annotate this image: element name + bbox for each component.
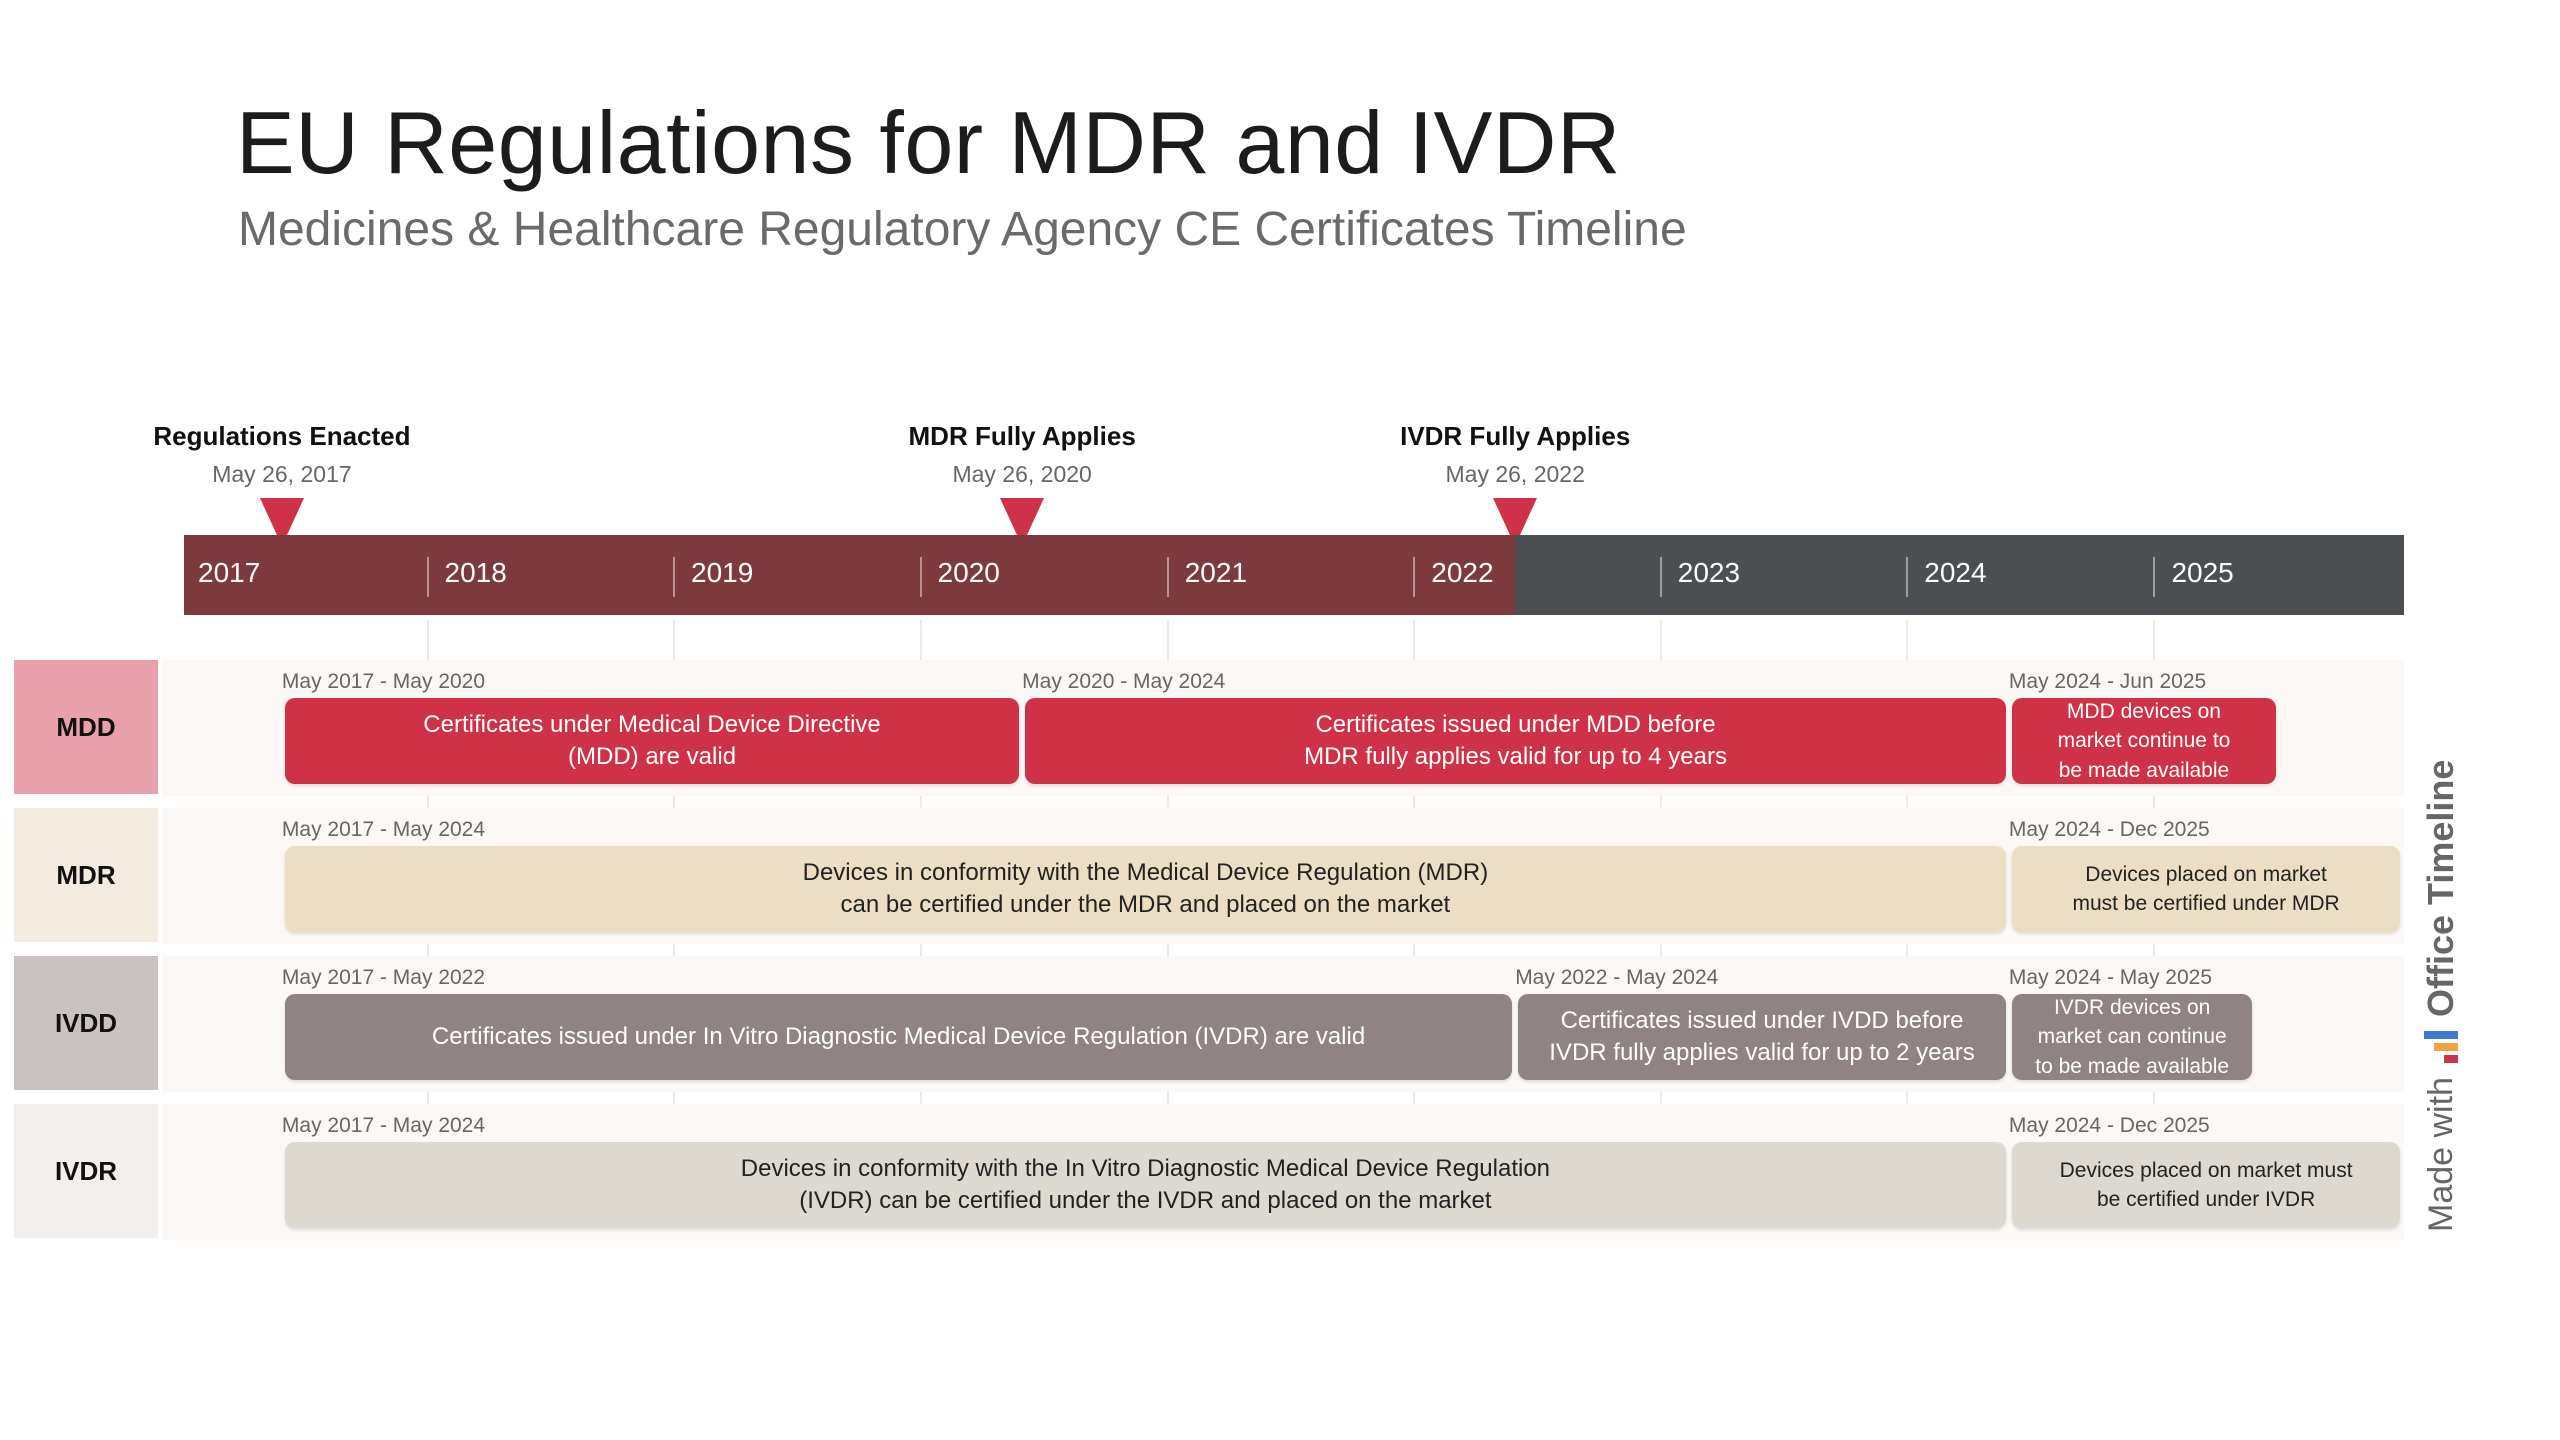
timescale-year-divider [673,557,675,597]
timescale-year-label: 2020 [937,557,1000,588]
milestone-date: May 26, 2022 [1445,461,1585,487]
milestone-date: May 26, 2017 [212,461,352,487]
timescale-year-label: 2017 [198,557,261,588]
timescale-year-label: 2023 [1677,557,1741,588]
milestone-date: May 26, 2020 [952,461,1092,487]
task-date-label: May 2017 - May 2024 [281,1114,486,1137]
swimlane-label: IVDD [14,956,158,1090]
task-bar[interactable]: Certificates issued under MDD before MDR fully applies valid for up to 4 years [1025,698,2006,784]
task-bar[interactable]: Certificates issued under In Vitro Diagnostic Medical Device Regulation (IVDR) are valid [285,994,1512,1080]
timescale-year-divider [1906,557,1908,597]
page-title: EU Regulations for MDR and IVDR [236,93,1621,192]
task-date-label: May 2024 - Jun 2025 [2008,670,2207,693]
watermark-prefix: Made with [2421,1077,2460,1232]
task-bar[interactable]: Certificates issued under IVDD before IVDR fully applies valid for up to 2 years [1518,994,2006,1080]
task-date-label: May 2017 - May 2020 [281,670,486,693]
swimlane-label: MDR [14,808,158,942]
timescale-year-label: 2019 [691,557,754,588]
timescale-year-divider [2153,557,2155,597]
milestone-title: IVDR Fully Applies [1400,421,1631,451]
page-subtitle: Medicines & Healthcare Regulatory Agency CE Certificates Timeline [238,203,1687,256]
timescale-year-divider [1413,557,1415,597]
timescale-year-divider [1167,557,1169,597]
task-bar[interactable]: MDD devices on market continue to be made available [2012,698,2276,784]
timescale-bar [184,535,2404,615]
timescale-year-label: 2024 [1924,557,1987,588]
timescale-year-label: 2021 [1184,557,1248,588]
task-date-label: May 2022 - May 2024 [1515,966,1719,989]
task-date-label: May 2017 - May 2022 [281,966,486,989]
task-date-label: May 2017 - May 2024 [281,818,486,841]
task-bar[interactable]: Devices placed on market must be certified under MDR [2012,846,2400,932]
timescale-year-label: 2022 [1431,557,1494,588]
task-bar[interactable]: IVDR devices on market can continue to be made available [2012,994,2253,1080]
task-date-label: May 2024 - Dec 2025 [2008,1114,2210,1137]
timescale-year-label: 2025 [2171,557,2234,588]
task-bar[interactable]: Devices placed on market must be certified under IVDR [2012,1142,2400,1228]
timescale-year-divider [1660,557,1662,597]
swimlane-label: IVDR [14,1104,158,1238]
made-with-watermark [2420,760,2462,1232]
office-timeline-logo-icon [2424,1031,2458,1063]
timescale-year-divider [427,557,429,597]
watermark-brand: Office Timeline [2420,759,2461,1018]
milestone-title: Regulations Enacted [153,421,411,451]
task-bar[interactable]: Devices in conformity with the Medical Device Regulation (MDR) can be certified under the MDR and placed on the market [285,846,2006,932]
task-date-label: May 2024 - Dec 2025 [2008,818,2210,841]
timescale-year-label: 2018 [444,557,507,588]
timescale-past-segment [184,535,1515,615]
task-bar[interactable]: Devices in conformity with the In Vitro Diagnostic Medical Device Regulation (IVDR) can be certified under the IVDR and placed on the market [285,1142,2006,1228]
task-bar[interactable]: Certificates under Medical Device Directive (MDD) are valid [285,698,1019,784]
timescale-year-divider [920,557,922,597]
task-date-label: May 2024 - May 2025 [2008,966,2212,989]
task-date-label: May 2020 - May 2024 [1022,670,1226,693]
milestone-title: MDR Fully Applies [908,421,1136,451]
swimlane-label: MDD [14,660,158,794]
